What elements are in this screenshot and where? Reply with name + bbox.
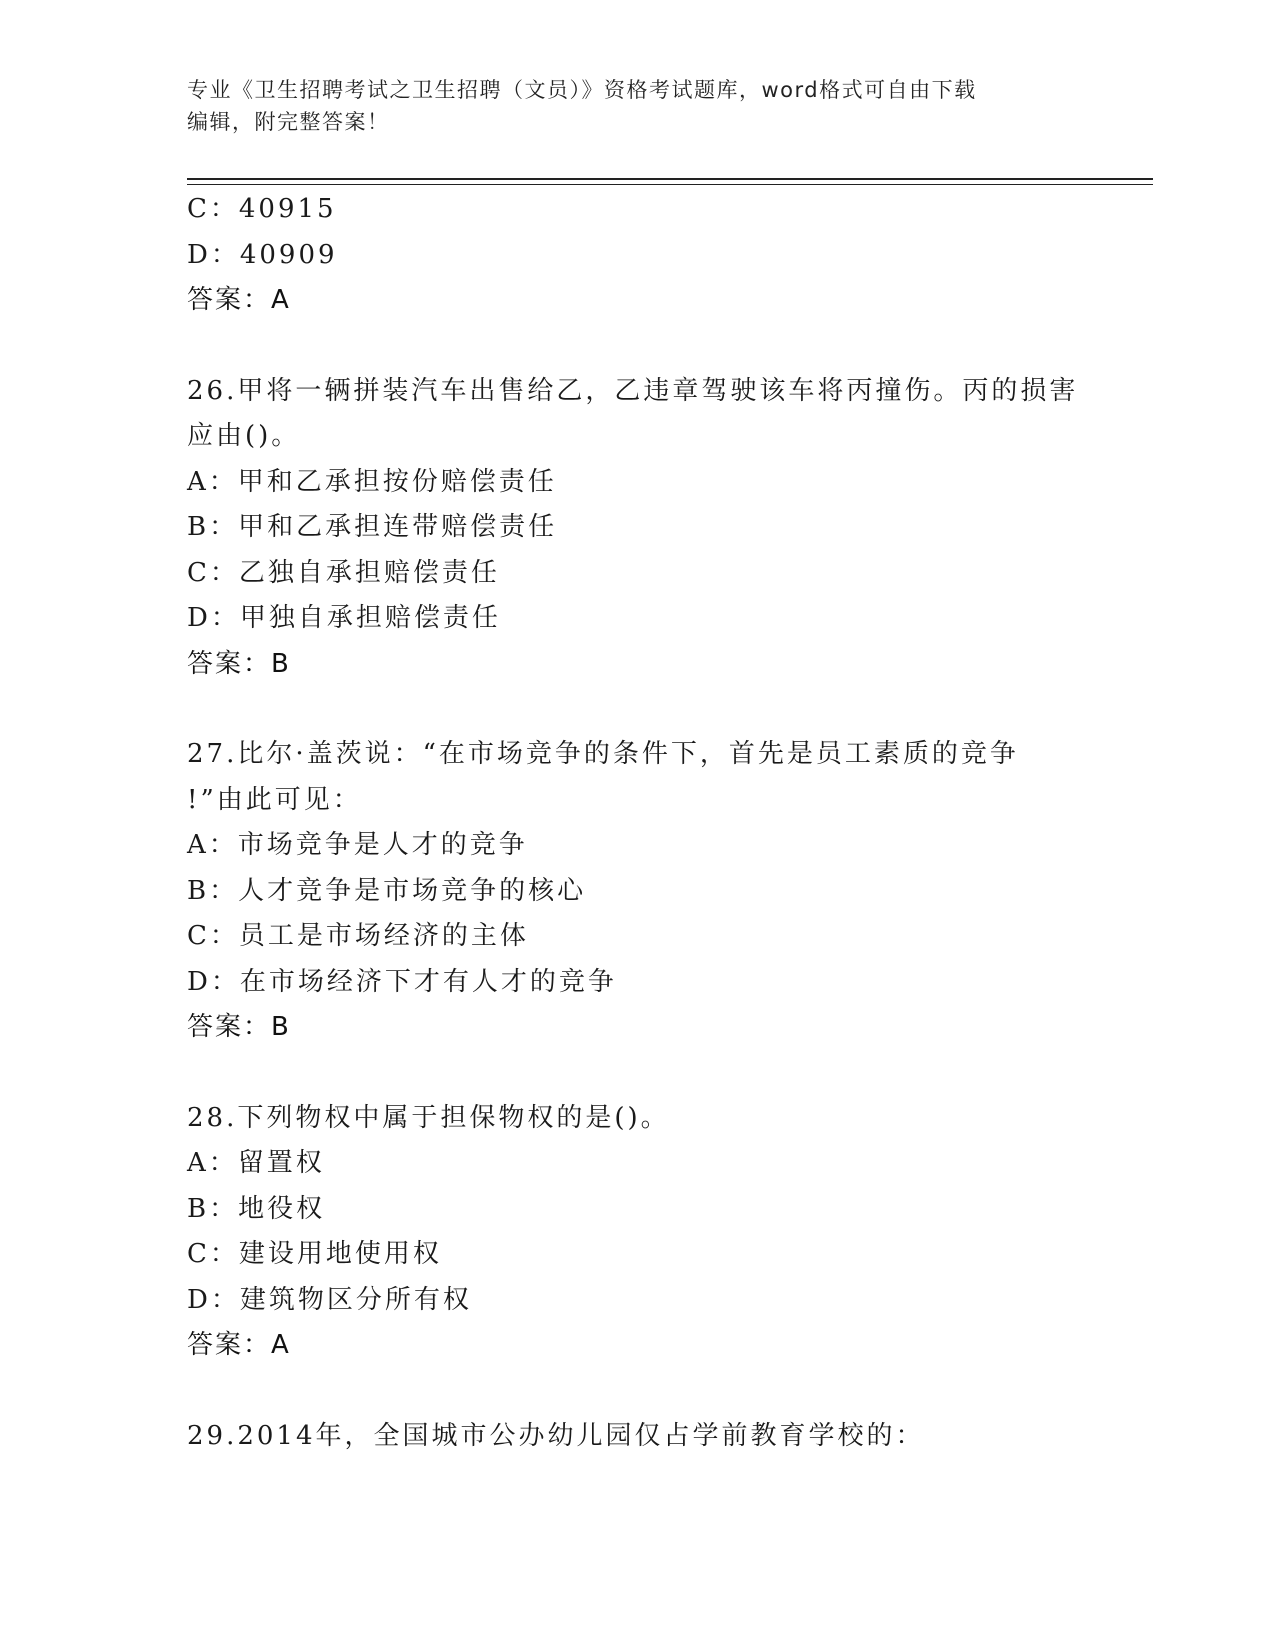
question-28 <box>187 1096 1087 1369</box>
option-d: D：40909 <box>187 239 338 270</box>
option-c: C：乙独自承担赔偿责任 <box>187 557 500 588</box>
question-25-tail <box>187 187 1087 324</box>
answer: 答案：B <box>187 648 291 679</box>
option-b: B：地役权 <box>187 1193 326 1224</box>
answer: 答案：B <box>187 1012 291 1042</box>
option-a: A：市场竞争是人才的竞争 <box>187 830 528 860</box>
option-b: B：人才竞争是市场竞争的核心 <box>187 875 587 906</box>
option-c: C：员工是市场经济的主体 <box>187 921 529 951</box>
document-header <box>187 74 1067 138</box>
question-stem: 28.下列物权中属于担保物权的是()。 <box>187 1102 670 1133</box>
option-c: C：建设用地使用权 <box>187 1239 442 1269</box>
option-a: A：留置权 <box>187 1148 325 1178</box>
option-d: D：甲独自承担赔偿责任 <box>187 603 501 633</box>
option-d: D：建筑物区分所有权 <box>187 1284 472 1315</box>
question-29 <box>187 1414 1087 1460</box>
answer: 答案：A <box>187 285 291 315</box>
header-line-2: 编辑，附完整答案！ <box>187 110 390 134</box>
question-stem: !”由此可见： <box>187 784 362 815</box>
option-c: C：40915 <box>187 194 337 224</box>
option-a: A：甲和乙承担按份赔偿责任 <box>187 466 557 497</box>
question-stem: 29.2014年，全国城市公办幼儿园仅占学前教育学校的： <box>187 1420 925 1451</box>
header-line-1: 专业《卫生招聘考试之卫生招聘（文员）》资格考试题库，word格式可自由下载 <box>187 78 977 102</box>
question-stem: 应由()。 <box>187 421 301 451</box>
option-d: D：在市场经济下才有人才的竞争 <box>187 966 617 997</box>
header-rule-thick <box>187 178 1153 180</box>
question-list <box>187 187 1087 1459</box>
question-stem: 27.比尔·盖茨说：“在市场竞争的条件下，首先是员工素质的竞争 <box>187 739 1019 769</box>
question-stem: 26.甲将一辆拼装汽车出售给乙，乙违章驾驶该车将丙撞伤。丙的损害 <box>187 375 1079 406</box>
question-27 <box>187 732 1087 1051</box>
option-b: B：甲和乙承担连带赔偿责任 <box>187 512 558 542</box>
header-rule-thin <box>187 184 1153 185</box>
question-26 <box>187 369 1087 688</box>
answer: 答案：A <box>187 1330 291 1360</box>
